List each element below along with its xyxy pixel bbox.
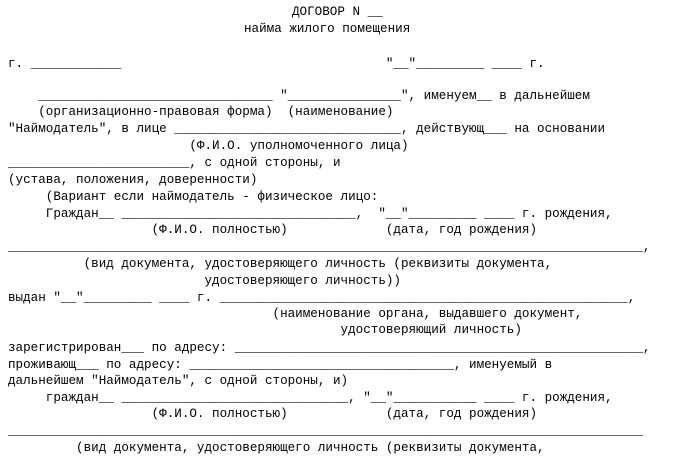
text-line: ________________________, с одной стороны, и	[8, 156, 341, 170]
text-line: _______________________________ "_______________", именуем__ в дальнейшем	[8, 89, 590, 103]
text-line: (Ф.И.О. полностью) (дата, год рождения)	[8, 407, 538, 421]
text-line: (Вариант если наймодатель - физическое лицо:	[8, 190, 379, 204]
text-line: (Ф.И.О. уполномоченного лица)	[8, 139, 409, 153]
text-line: удостоверяющий личность)	[8, 323, 522, 337]
text-line: (организационно-правовая форма) (наименование)	[8, 105, 394, 119]
text-line: Граждан__ _______________________________, "__"_________ ____ г. рождения,	[8, 207, 613, 221]
text-line: (наименование органа, выдавшего документ,	[8, 307, 583, 321]
text-line: г. ____________ "__"_________ ____ г.	[8, 57, 545, 71]
text-line: зарегистрирован___ по адресу: ______________________________________________________,	[8, 341, 651, 355]
text-line: ____________________________________________________________________________________	[8, 424, 643, 438]
text-line: дальнейшем "Наймодатель", с одной стороны, и)	[8, 374, 349, 388]
text-line: "Наймодатель", в лице ______________________________, действующ___ на основании	[8, 122, 606, 136]
text-line: граждан__ ______________________________, "__"___________ ____ г. рождения,	[8, 391, 613, 405]
text-line: (вид документа, удостоверяющего личность (реквизиты документа,	[8, 441, 545, 455]
text-line: выдан "__"_________ ____ г. ______________________________________________________,	[8, 291, 636, 305]
text-line: проживающ___ по адресу: ___________________________________, именуемый в	[8, 358, 553, 372]
text-line: удостоверяющего личность))	[8, 274, 401, 288]
document-title: ДОГОВОР N __	[292, 5, 383, 19]
text-line: (устава, положения, доверенности)	[8, 173, 258, 187]
document-subtitle: найма жилого помещения	[244, 22, 411, 36]
text-line: (Ф.И.О. полностью) (дата, год рождения)	[8, 223, 538, 237]
text-line: (вид документа, удостоверяющего личность (реквизиты документа,	[8, 257, 553, 271]
text-line: ____________________________________________________________________________________,	[8, 240, 651, 254]
